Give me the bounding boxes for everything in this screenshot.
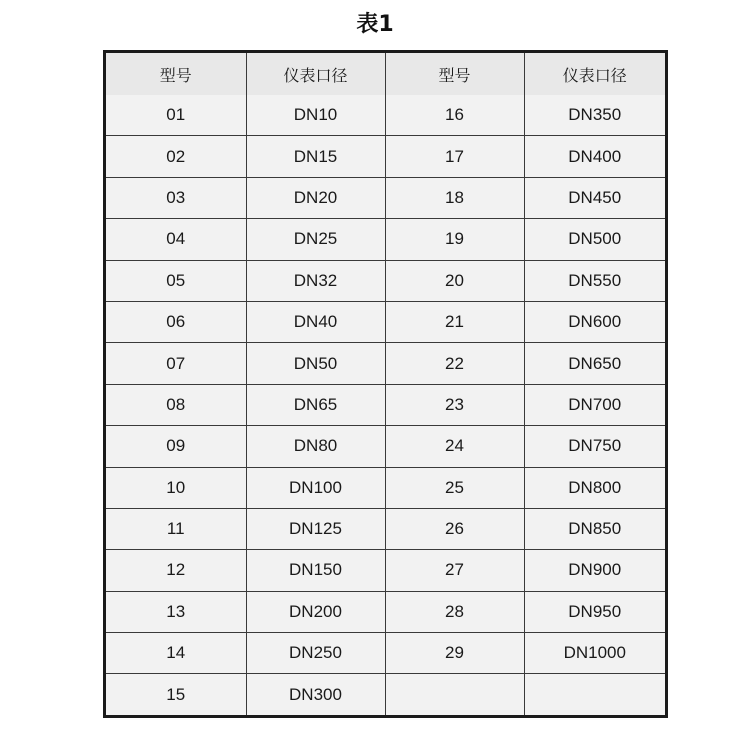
model-cell: 06 <box>166 312 186 332</box>
model-cell: 04 <box>166 229 186 249</box>
model-cell: 25 <box>385 467 524 508</box>
size-cell: DN450 <box>524 177 665 218</box>
model-cell: 22 <box>385 343 524 384</box>
size-cell: DN300 <box>246 674 385 715</box>
table-row <box>106 550 665 591</box>
model-cell: 21 <box>385 301 524 342</box>
size-cell: DN32 <box>246 260 385 301</box>
size-cell: DN900 <box>524 550 665 591</box>
table-row <box>106 95 665 136</box>
model-cell: 07 <box>166 353 186 373</box>
size-cell: DN50 <box>246 343 385 384</box>
model-cell: 10 <box>166 477 186 497</box>
size-cell <box>524 674 665 715</box>
size-cell: DN125 <box>246 508 385 549</box>
table-row <box>106 633 665 674</box>
model-cell: 20 <box>385 260 524 301</box>
model-cell: 02 <box>166 146 186 166</box>
header-row <box>106 53 665 95</box>
model-cell: 16 <box>385 95 524 136</box>
table-row <box>106 426 665 467</box>
table-row <box>106 508 665 549</box>
size-cell: DN1000 <box>524 633 665 674</box>
model-cell: 13 <box>166 601 186 621</box>
table-row <box>106 674 665 715</box>
model-cell: 27 <box>385 550 524 591</box>
size-cell: DN40 <box>246 301 385 342</box>
model-cell: 24 <box>385 426 524 467</box>
size-cell: DN350 <box>524 95 665 136</box>
model-size-grid <box>106 53 665 715</box>
size-cell: DN400 <box>524 136 665 177</box>
size-cell: DN950 <box>524 591 665 632</box>
size-cell: DN700 <box>524 384 665 425</box>
size-cell: DN15 <box>246 136 385 177</box>
model-cell: 03 <box>166 187 186 207</box>
size-cell: DN65 <box>246 384 385 425</box>
header-size-left: 仪表口径 <box>246 53 385 95</box>
model-cell: 28 <box>385 591 524 632</box>
model-cell: 01 <box>166 105 186 125</box>
table-row <box>106 591 665 632</box>
model-cell: 05 <box>166 270 186 290</box>
model-cell: 08 <box>166 394 186 414</box>
header-size-right: 仪表口径 <box>524 53 665 95</box>
model-cell: 14 <box>166 643 186 663</box>
size-cell: DN850 <box>524 508 665 549</box>
model-size-table <box>103 50 668 718</box>
model-cell: 23 <box>385 384 524 425</box>
size-cell: DN150 <box>246 550 385 591</box>
size-cell: DN20 <box>246 177 385 218</box>
size-cell: DN600 <box>524 301 665 342</box>
model-cell: 29 <box>385 633 524 674</box>
header-model-right: 型号 <box>385 53 524 95</box>
size-cell: DN550 <box>524 260 665 301</box>
model-cell: 12 <box>166 560 186 580</box>
size-cell: DN750 <box>524 426 665 467</box>
size-cell: DN800 <box>524 467 665 508</box>
size-cell: DN200 <box>246 591 385 632</box>
table-row <box>106 467 665 508</box>
table-body <box>106 95 665 715</box>
model-cell <box>385 674 524 715</box>
table-row <box>106 136 665 177</box>
size-cell: DN500 <box>524 219 665 260</box>
table-title: 表1 <box>356 12 394 37</box>
table-row <box>106 343 665 384</box>
table-row <box>106 219 665 260</box>
size-cell: DN650 <box>524 343 665 384</box>
model-cell: 26 <box>385 508 524 549</box>
model-cell: 09 <box>166 436 186 456</box>
size-cell: DN10 <box>246 95 385 136</box>
model-cell: 15 <box>166 684 186 704</box>
model-cell: 18 <box>385 177 524 218</box>
header-model-left: 型号 <box>106 53 246 95</box>
model-cell: 11 <box>166 519 185 539</box>
table-row <box>106 301 665 342</box>
table-row <box>106 384 665 425</box>
model-cell: 19 <box>385 219 524 260</box>
model-cell: 17 <box>385 136 524 177</box>
table-row <box>106 177 665 218</box>
table-row <box>106 260 665 301</box>
size-cell: DN100 <box>246 467 385 508</box>
size-cell: DN250 <box>246 633 385 674</box>
size-cell: DN80 <box>246 426 385 467</box>
size-cell: DN25 <box>246 219 385 260</box>
